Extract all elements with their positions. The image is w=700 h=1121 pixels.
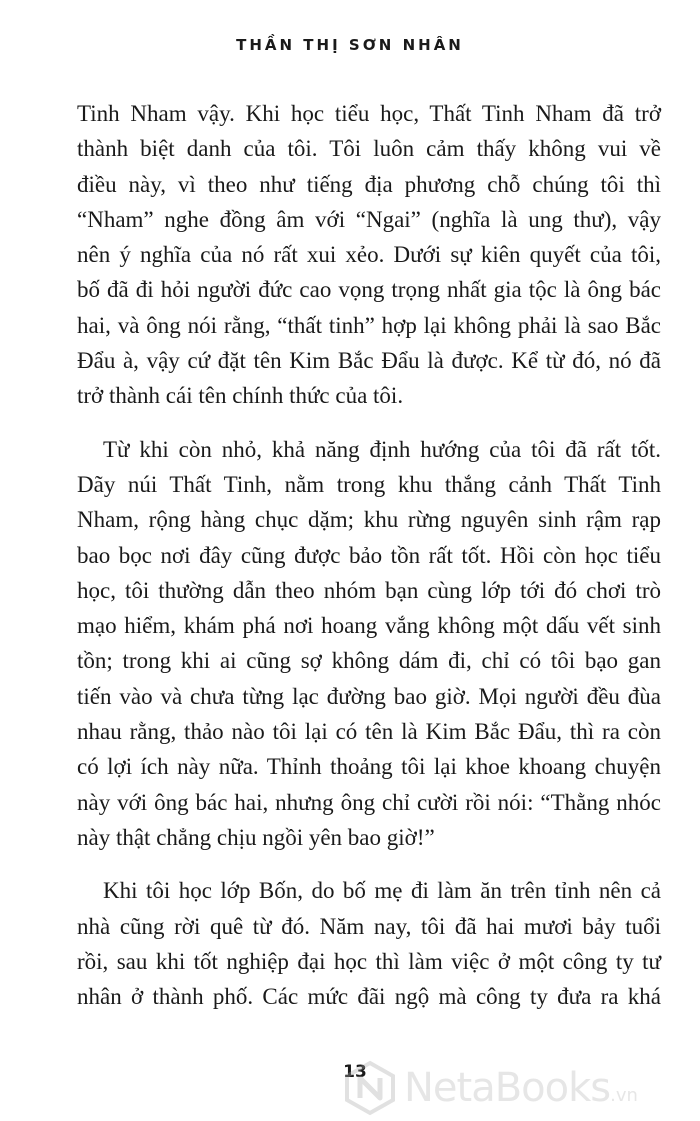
watermark-brand: NetaBooks [404, 1065, 611, 1111]
text-line: mạo hiểm, khám phá nơi hoang vắng không một dấu vết sinh [77, 613, 661, 639]
text-line: bao bọc nơi đây cũng được bảo tồn rất tốt. Hồi còn học tiểu [77, 542, 661, 568]
text-line: điều này, vì theo như tiếng địa phương chỗ chúng tôi thì [77, 171, 661, 197]
text-line: nên ý nghĩa của nó rất xui xẻo. Dưới sự kiên quyết của tôi, [77, 242, 661, 268]
text-line: Từ khi còn nhỏ, khả năng định hướng của tôi đã rất tốt. [103, 436, 661, 462]
text-line: Tinh Nham vậy. Khi học tiểu học, Thất Tinh Nham đã trở [77, 101, 661, 126]
text-line: bố đã đi hỏi người đức cao vọng trọng nhất gia tộc là ông bác [77, 277, 661, 303]
text-line: Đẩu à, vậy cứ đặt tên Kim Bắc Đẩu là được. Kể từ đó, nó đã [77, 348, 661, 374]
text-line: tiến vào và chưa từng lạc đường bao giờ. Mọi người đều đùa [77, 683, 661, 709]
text-line: nhà cũng rời quê từ đó. Năm nay, tôi đã hai mươi bảy tuổi [77, 913, 661, 939]
watermark-text [404, 1065, 638, 1111]
paragraph-3 [77, 873, 661, 1014]
text-line: có lợi ích này nữa. Thỉnh thoảng tôi lại khoe khoang chuyện [77, 754, 661, 780]
text-line: học, tôi thường dẫn theo nhóm bạn cùng lớp tới đó chơi trò [77, 577, 661, 603]
watermark [342, 1058, 687, 1118]
page-number: 13 [343, 1062, 367, 1082]
paragraph-1 [77, 96, 661, 414]
text-line: hai, và ông nói rằng, “thất tinh” hợp lại không phải là sao Bắc [77, 312, 661, 338]
text-line: Nham, rộng hàng chục dặm; khu rừng nguyên sinh rậm rạp [77, 507, 661, 533]
text-line: “Nham” nghe đồng âm với “Ngai” (nghĩa là ung thư), vậy [77, 206, 661, 232]
text-line: rồi, sau khi tốt nghiệp đại học thì làm việc ở một công ty tư [77, 948, 661, 974]
text-line: Dãy núi Thất Tinh, nằm trong khu thắng cảnh Thất Tinh [77, 471, 661, 497]
watermark-suffix: .vn [610, 1085, 638, 1106]
body-text [77, 96, 661, 1032]
running-title: THẦN THỊ SƠN NHÂN [236, 36, 464, 54]
paragraph-2 [77, 432, 661, 856]
netabooks-logo-icon [342, 1060, 398, 1116]
text-line: này thật chẳng chịu ngồi yên bao giờ!” [77, 824, 435, 850]
text-line: nhau rằng, thảo nào tôi lại có tên là Kim Bắc Đẩu, thì ra còn [77, 719, 661, 745]
text-line: nhân ở thành phố. Các mức đãi ngộ mà công ty đưa ra khá [77, 984, 661, 1010]
text-line: thành biệt danh của tôi. Tôi luôn cảm thấy không vui về [77, 136, 661, 162]
text-line: Khi tôi học lớp Bốn, do bố mẹ đi làm ăn trên tỉnh nên cả [103, 878, 661, 904]
text-line: trở thành cái tên chính thức của tôi. [77, 383, 404, 409]
text-line: này với ông bác hai, nhưng ông chỉ cười rồi nói: “Thằng nhóc [77, 789, 661, 815]
text-line: tồn; trong khi ai cũng sợ không dám đi, chỉ có tôi bạo gan [77, 648, 661, 674]
